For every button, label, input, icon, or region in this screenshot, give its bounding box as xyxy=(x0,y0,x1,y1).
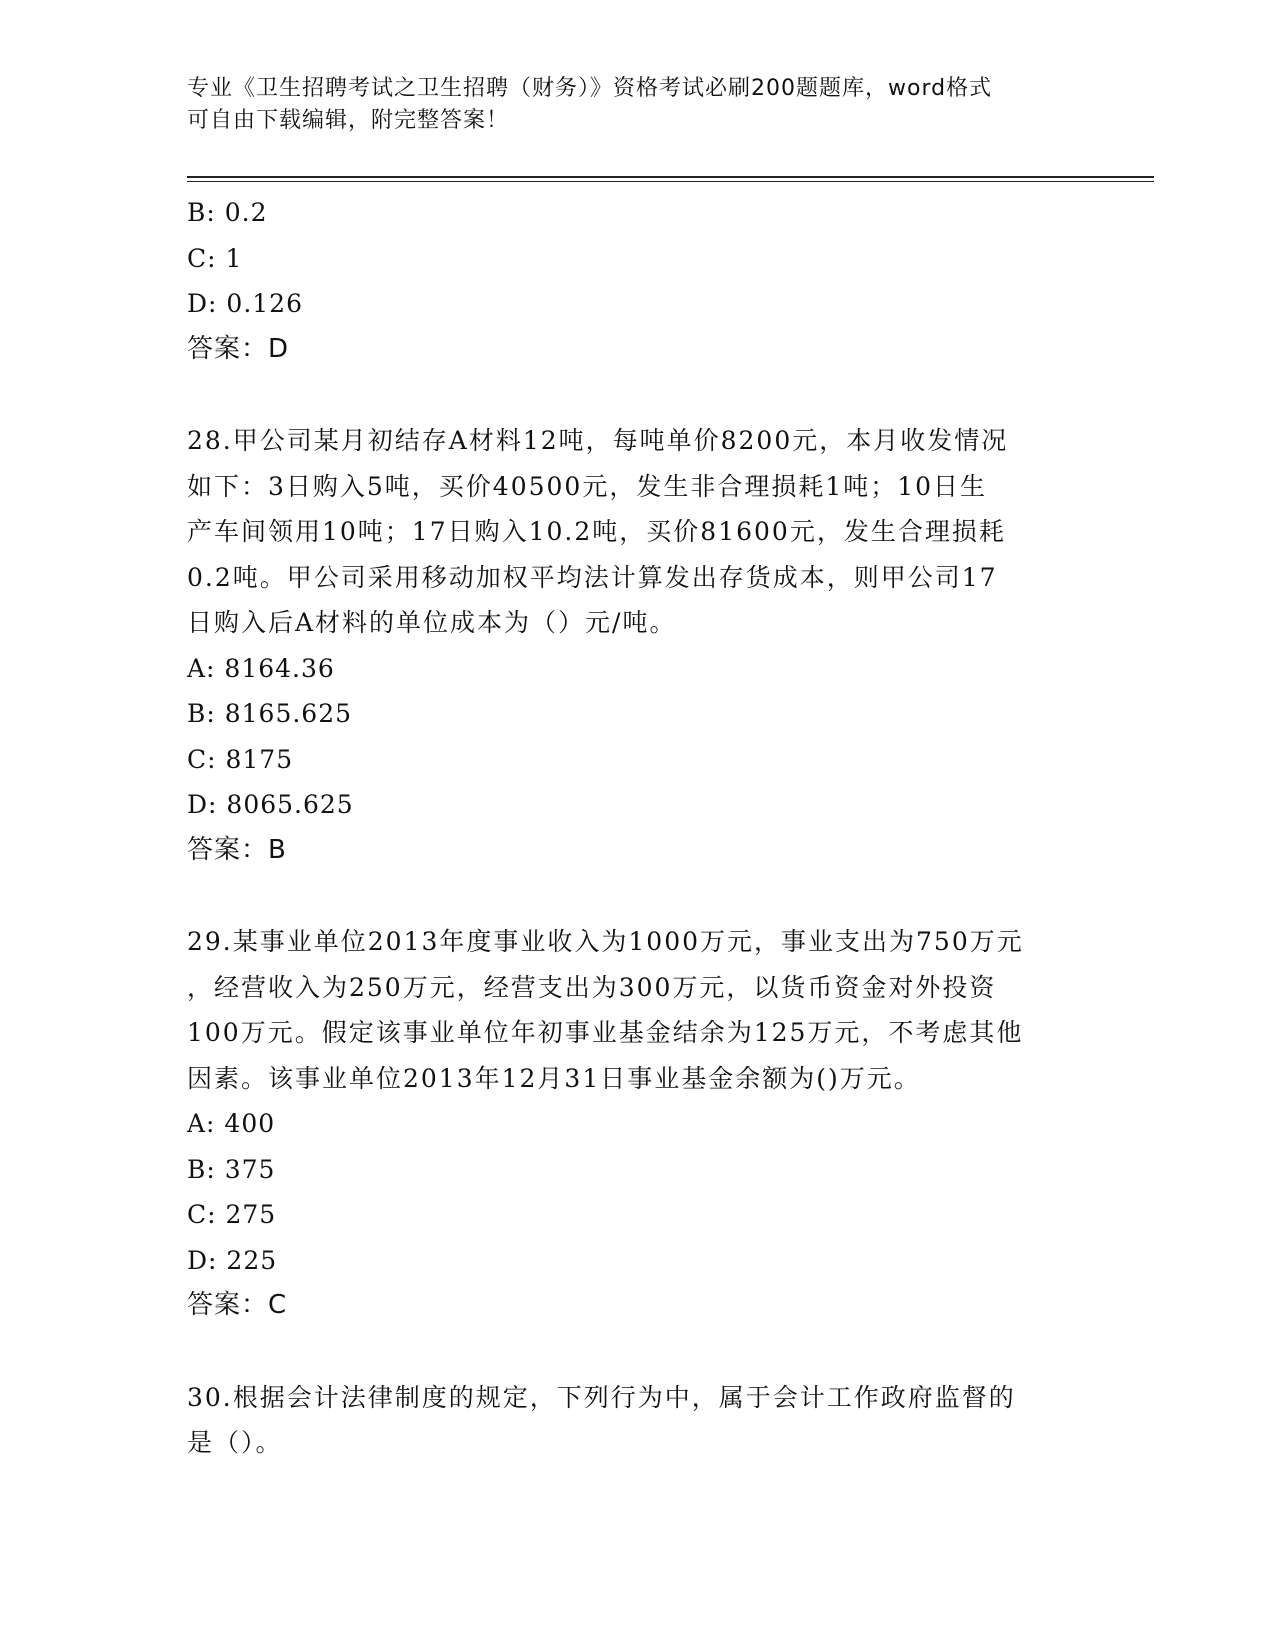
question-text-line: 如下：3日购入5吨，买价40500元，发生非合理损耗1吨；10日生 xyxy=(187,471,988,501)
question-text-line: 因素。该事业单位2013年12月31日事业基金余额为()万元。 xyxy=(187,1063,921,1093)
question-text-line: 是（）。 xyxy=(187,1428,283,1457)
question-text-line: 29.某事业单位2013年度事业收入为1000万元，事业支出为750万元 xyxy=(187,927,1024,956)
option-b: B: 0.2 xyxy=(187,198,268,227)
question-text xyxy=(187,418,1087,646)
question-28 xyxy=(187,418,1087,873)
option-d: D: 225 xyxy=(187,1245,278,1275)
option-d: D: 8065.625 xyxy=(187,790,354,819)
question-text-line: 0.2吨。甲公司采用移动加权平均法计算发出存货成本，则甲公司17 xyxy=(187,562,998,592)
answer-line: 答案：C xyxy=(187,1290,288,1320)
document-header xyxy=(187,73,1067,137)
question-text xyxy=(187,919,1087,1101)
question-text-line: 产车间领用10吨；17日购入10.2吨，买价81600元，发生合理损耗 xyxy=(187,517,1006,546)
header-divider xyxy=(187,176,1154,178)
question-30 xyxy=(187,1375,1087,1466)
question-text-line: 日购入后A材料的单位成本为（）元/吨。 xyxy=(187,608,677,637)
option-a: A: 400 xyxy=(187,1109,276,1138)
answer-line: 答案：B xyxy=(187,834,287,865)
option-d: D: 0.126 xyxy=(187,289,303,318)
header-line-1: 专业《卫生招聘考试之卫生招聘（财务）》资格考试必刷200题题库，word格式 xyxy=(187,76,993,101)
answer-line: 答案：D xyxy=(187,333,290,364)
header-divider-thin xyxy=(187,181,1154,182)
question-text xyxy=(187,1375,1087,1466)
option-b: B: 8165.625 xyxy=(187,699,353,728)
option-c: C: 8175 xyxy=(187,744,294,774)
question-text-line: 28.甲公司某月初结存A材料12吨，每吨单价8200元，本月收发情况 xyxy=(187,426,1009,455)
question-text-line: 100万元。假定该事业单位年初事业基金结余为125万元，不考虑其他 xyxy=(187,1018,1024,1047)
question-text-line: ，经营收入为250万元，经营支出为300万元，以货币资金对外投资 xyxy=(187,972,997,1002)
question-27-tail xyxy=(187,190,1087,372)
option-c: C: 275 xyxy=(187,1200,277,1229)
option-a: A: 8164.36 xyxy=(187,653,335,683)
question-text-line: 30.根据会计法律制度的规定，下列行为中，属于会计工作政府监督的 xyxy=(187,1382,1016,1412)
question-list xyxy=(187,190,1087,1466)
option-c: C: 1 xyxy=(187,243,243,273)
question-29 xyxy=(187,919,1087,1329)
header-line-2: 可自由下载编辑，附完整答案！ xyxy=(187,108,510,133)
option-b: B: 375 xyxy=(187,1154,276,1184)
